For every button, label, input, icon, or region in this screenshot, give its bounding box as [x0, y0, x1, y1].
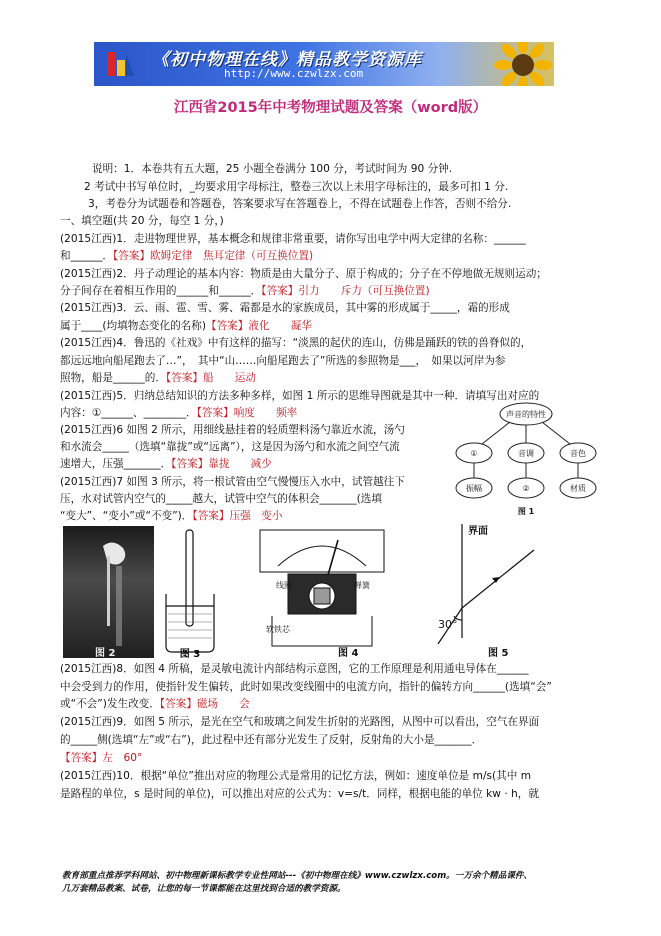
q10-line1: (2015江西)10．根据“单位”推出对应的物理公式是常用的记忆方法，例如：速度单位是 m/s(其中 m [60, 770, 532, 782]
q4-line3: 照物，船是______的．【答案】船 运动 [60, 372, 256, 384]
instruction-3: 3，考卷分为试题卷和答题卷，答案要求写在答题卷上，不得在试题卷上作答，否则不给分. [88, 198, 512, 210]
q8-line3: 或“不会”)发生改变．【答案】磁场 会 [60, 698, 250, 710]
instruction-1: 说明：1．本卷共有五大题，25 小题全卷满分 100 分，考试时间为 90 分钟. [92, 163, 453, 175]
q2-answer: 【答案】引力 斥力（可互换位置) [261, 285, 430, 297]
q6-answer: 【答案】靠拢 减少 [171, 458, 272, 470]
q7-answer: 【答案】压强 变小 [192, 510, 283, 522]
footer-line1: 教育部重点推荐学科网站、初中物理新课标教学专业性网站---《初中物理在线》www.czwlzx.com。一万余个精品课件、 [62, 871, 533, 881]
q5-line1: (2015江西)5．归纳总结知识的方法多种多样，如图 1 所示的思维导图就是其中一种．请填写出对应的 [60, 390, 540, 402]
fig1-right: 音色 [570, 449, 586, 458]
fig1-b2: ② [522, 484, 530, 493]
figure-1-mindmap [452, 400, 600, 518]
banner-title: 《初中物理在线》精品教学资源库 [152, 50, 422, 70]
q7-line1: (2015江西)7 如图 3 所示，将一根试管由空气慢慢压入水中，试管越往下 [60, 476, 405, 488]
q9-line2: 的_____侧(选填“左”或“右”)，此过程中还有部分光发生了反射，反射角的大小是_______． [60, 734, 483, 746]
fig1-top: 声音的特性 [506, 410, 546, 419]
site-banner [94, 42, 554, 86]
q5-line2: 内容：①______、________．【答案】响度 频率 [60, 407, 298, 419]
q9-line3 [60, 752, 142, 765]
q7-line2: 压，水对试管内空气的_____越大，试管中空气的体积会_______(选填 [60, 493, 382, 505]
fig4-label: 图 4 [338, 648, 359, 658]
q3-line1: (2015江西)3．云、雨、雹、雪、雾、霜都是水的家族成员，其中雾的形成属于_____，霜的形成 [60, 302, 510, 314]
q6-line1: (2015江西)6 如图 2 所示，用细线悬挂着的轻质塑料汤勺靠近水流，汤勺 [60, 424, 405, 436]
figure-3-beaker [160, 526, 220, 658]
q8-line2: 中会受到力的作用，使指针发生偏转，此时如果改变线圈中的电流方向，指针的偏转方向______(选填“会” [60, 681, 552, 693]
fig4-spring: 弹簧 [354, 581, 370, 590]
fig3-label: 图 3 [179, 649, 201, 658]
q9-answer: 【答案】左 60° [60, 752, 143, 764]
fig5-label: 图 5 [488, 648, 509, 659]
fig1-b3: 材质 [570, 484, 586, 493]
instruction-2: 2 考试中书写单位时，_均要求用字母标注，整卷三次以上未用字母标注的，最多可扣 1 分. [84, 181, 509, 193]
q4-line1: (2015江西)4．鲁迅的《社戏》中有这样的描写：“淡黑的起伏的连山，仿佛是踊跃的铁的兽脊似的， [60, 337, 532, 349]
q7-line3: “变大”、“变小”或“不变”)．【答案】压强 变小 [60, 510, 283, 522]
fig4-coil: 线圈 [276, 581, 292, 590]
fig2-label: 图 2 [95, 648, 116, 659]
spoon-water-image [63, 526, 154, 658]
fig5-interface: 界面 [468, 526, 488, 537]
q5-answer: 【答案】响度 频率 [196, 407, 298, 419]
site-logo-icon [104, 48, 136, 80]
q6-line3: 速增大，压强_______．【答案】靠拢 减少 [60, 458, 272, 470]
sunflower-icon [494, 42, 552, 86]
fig1-left: ① [470, 449, 478, 458]
section-heading: 一、填空题(共 20 分，每空 1 分，) [60, 215, 224, 227]
fig1-mid: 音调 [518, 449, 534, 458]
banner-url[interactable]: http://www.czwlzx.com [224, 67, 364, 80]
q3-line2: 属于____(均填物态变化的名称)【答案】液化 凝华 [60, 320, 312, 332]
fig1-label: 图 1 [517, 507, 535, 516]
fig1-b1: 振幅 [466, 484, 482, 493]
footer-line2: 几万套精品教案、试卷，让您的每一节课都能在这里找到合适的教学资源。 [62, 884, 346, 894]
q1-line2: 和______．【答案】欧姆定律 焦耳定律（可互换位置) [60, 250, 314, 262]
q1-answer: 【答案】欧姆定律 焦耳定律（可互换位置) [112, 250, 314, 262]
q3-answer: 【答案】液化 凝华 [205, 320, 312, 332]
q4-answer: 【答案】船 运动 [165, 372, 256, 384]
q8-answer: 【答案】磁场 会 [159, 698, 250, 710]
q9-line1: (2015江西)9．如图 5 所示，是光在空气和玻璃之间发生折射的光路图，从图中可以看出，空气在界面 [60, 716, 540, 728]
figure-5-refraction [430, 520, 550, 660]
q6-line2: 和水流会_____（选填“靠拢”或“远离”），这是因为汤勺和水流之间空气流 [60, 441, 400, 453]
fig4-core: 软铁芯 [266, 625, 290, 634]
page-title: 江西省2015年中考物理试题及答案（word版） [173, 100, 488, 116]
q8-line1: (2015江西)8．如图 4 所稿，是灵敏电流计内部结构示意图，它的工作原理是利用通电导体在______ [60, 663, 529, 675]
q1-line1: (2015江西)1．走进物理世界，基本概念和规律非常重要，请你写出电学中两大定律的名称：______ [60, 233, 526, 245]
q10-line2: 是路程的单位，s 是时间的单位)，可以推出对应的公式为：v=s/t．同样，根据电能的单位 kw · h，就 [60, 788, 539, 800]
q2-line2: 分子间存在着相互作用的______和______．【答案】引力 斥力（可互换位置) [60, 285, 430, 297]
fig5-angle: 30° [438, 618, 458, 631]
figure-2-photo [63, 526, 154, 658]
q2-line1: (2015江西)2．丹子动理论的基本内容：物质是由大量分子、原于构成的；分子在不停地做无规则运动； [60, 268, 547, 280]
figure-4-galvanometer [258, 526, 386, 658]
q4-line2: 都远远地向船尾跑去了…”， 其中“山……向船尾跑去了”所选的参照物是___， 如果以河岸为参 [60, 355, 506, 367]
